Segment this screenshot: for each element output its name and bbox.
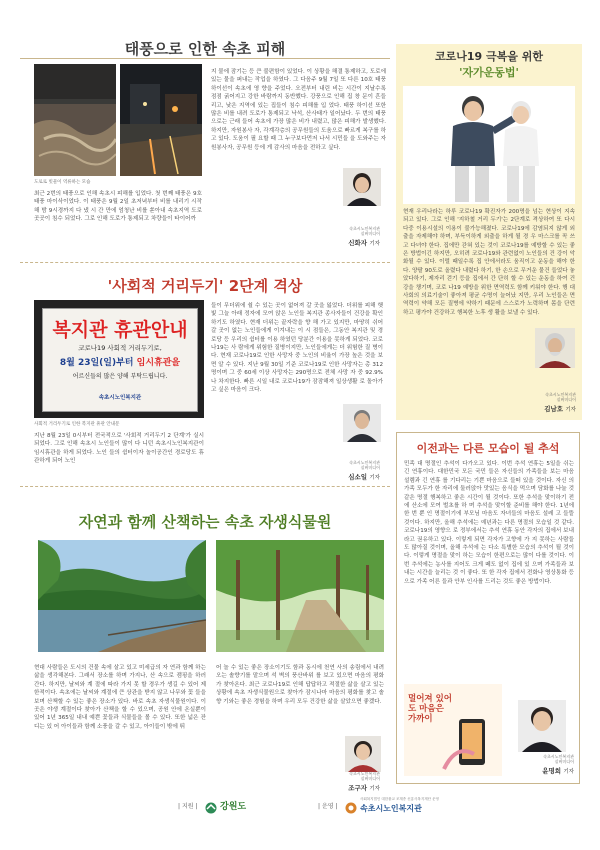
footer-operate-label-text: 운영	[321, 803, 334, 810]
distancing-bottom-divider	[20, 486, 390, 487]
notice-line2-date: 23일(일)부터	[77, 358, 134, 368]
notice-line2-closure: 임시휴관을	[136, 358, 181, 368]
typhoon-title-underline	[20, 58, 390, 59]
distancing-reporter-org: 속초시노인복지관 실버미디어	[349, 460, 380, 470]
covid-reporter-suffix: 기자	[565, 407, 576, 413]
typhoon-reporter-suffix: 기자	[369, 241, 380, 247]
covid-reporter-name	[514, 404, 576, 413]
typhoon-photo-night-street	[120, 64, 202, 176]
covid-body: 현재 우리나라는 하루 코로나19 확진자가 200명을 넘는 현상이 지속되고 있다. 그로 인해 '지하철 거리 두기'는 2단계로 격상하여 또 다시 다중 이용시설의 이용이 불가능해졌다. 코로나19에 감염되지 않게 외 출을 자제해야 하며, 부득이하게 외출을 하게 될 경 우 마스크를 꼭 쓰고 다녀야 한다. 집에만 갇혀 있는 것이 코로나19를 예방할 수 있는 좋은 방법이긴 하지만, 오히려 코로나19와 관련없이 노인들의 건 강이 악화될 수 있다. 이럴 때일수록 집 안에서라도 움직이고 운동을 해야 한다. 양팔 90도로 올렸다 내렸다 하기, 한 손으로 무거운 물건 들었다 놓았다하기, 제자리 걷기 등을 집에서 간 단히 할 수 있는 운동을 하여 건강을 챙기며, 코로 나19 예방을 위한 면역력도 함께 키워야 한다. 행 대사회의 의료기술이 좋아져 평균 수명이 늘어났 지만, 우리 노인들은 면역력이 약해 모든 질병에 약하기 때문에 스스로가 노력하며 몸을 단련하고 평가야 건강하고 행복한 노후 생 활을 보낼 수 있다.	[403, 209, 575, 316]
distancing-notice-photo	[34, 300, 204, 418]
chuseok-reporter-suffix: 기자	[563, 769, 574, 775]
distancing-text-col2: 들이 무더위에 쉴 수 있는 곳이 없어져 갈 곳을 잃었다. 더위를 피해 햇빛 그늘 아래 정자에 모여 앉은 노인들 복지관 종사자들이 건강을 확인하기도 하였다. 현재 더위는 끝자락을 향 해 가고 있지만, 마땅히 쉬어갈 곳이 없는 노인들에게 이겨내는 이 시 점들은, 그동안 복지관 및 경로당 등 우리의 쉼터를 이용 하였던 당분간 이용을 못하게 되었다. 코로나19는 사 람에게 위험한 질병이지만, 노인들에게는 더 위험한 질 병이다. 현재 코로나19로 인한 사망자 중 노인의 비율이 가장 높은 것을 보면 알 수 있다. 지난 9월 30일 기준 코로나19로 인한 사망자는 총 312명이며 그 중 60세 이상 사망자는 290명으로 전체 사망 자 중 92.9%나 차지한다. 빠른 시일 내로 코로나19가 잠잠해져 일상생활 로 돌아가고 싶은 마음이 크다.	[211, 303, 383, 394]
arboretum-reporter-photo	[345, 736, 381, 772]
distancing-text-col1: 지난 8월 23일 0시부터 전국적으로 '사회적 거리두기 2 단계'가 실시되었다. 그로 인해 속초시 노인들이 많이 다 니던 속초시노인복지관이 임시휴관을 하게 되었다. 노인 들의 쉼터이자 놀이공간인 경로당도 휴관하게 되어 노인	[34, 433, 204, 465]
notice-line1: 코로나19 사회적 거리두기로,	[78, 344, 162, 352]
footer-support-label-text: 지원	[181, 803, 194, 810]
typhoon-title: 태풍으로 인한 속초 피해	[124, 40, 286, 58]
covid-title-line2: '자가운동법'	[459, 66, 519, 79]
footer-operate-label: | 운영 |	[318, 803, 338, 810]
covid-exercise-photo	[403, 86, 575, 204]
distancing-title-text: '사회적 거리두기' 2단계 격상	[107, 277, 303, 295]
chuseok-body: 민족 대 명절인 추석이 다가오고 있다. 이번 추석 연휴는 5일을 쉬는 긴 연휴이다. 대한민국 모든 국민 들은 자신들의 가족들을 보는 마음 설렘과 긴 연휴 를 기다리는 기쁜 마음으로 들떠 있을 것이다. 자신 의 가족 모두가 한 자리에 둘러앉아 맛있는 음식을 먹으며 담화를 나눌 것 같은 명절 행복하고 좋은 시간이 될 것이다. 또한 추석을 맞이하기 전에 산소에 모여 벌초를 하 며 추석을 맞이할 준비를 해야 한다. 1년에 한 번 뿐 인 명절이기에 부모님 마음도 자녀들의 마음도 설레 고 들뜰 것이다. 하지만, 올해 추석에는 예년과는 다른 명절의 모습일 것 같다. 코로나19의 영향으 로 정부에서는 추석 연휴 동안 각자의 집에서 보내 라고 권유하고 있다. 이렇게 되면 각자가 고향에 가 지 못하는 사람들도 많아질 것이며, 올해 추석에 는 다소 특별한 모습의 추석이 될 것이다. 이렇게 명절을 맞이 하는 모습이 한편으로는 많이 다를 것이다. 이번 추석에는 농사를 지어도 크게 떼도 없이 집에 있 으며 가족들과 보내는 시간을 늘리는 것 이 좋다. 또 한 각자 집에서 전화나 영상통화 등으로 가족 어른 들과 안부 인사를 드리는 것도 좋은 방법이다.	[404, 461, 574, 585]
chuseok-reporter-name	[512, 766, 574, 775]
typhoon-caption: 도로로 빗물이 역류하는 모습	[34, 180, 91, 185]
arboretum-reporter-name-text: 조구자	[348, 784, 368, 792]
distancing-reporter-suffix: 기자	[369, 475, 380, 481]
typhoon-photo-flood	[34, 64, 116, 176]
chuseok-title: 이전과는 다른 모습이 될 추석	[416, 442, 560, 455]
typhoon-reporter-photo	[343, 168, 381, 206]
footer	[0, 796, 600, 820]
notice-org: 속초시노인복지관	[98, 395, 142, 401]
notice-line2	[43, 355, 197, 368]
chuseok-poster-text: 멀어져 있어도 마음은 가까이	[408, 694, 453, 724]
chuseok-reporter-name-text: 윤명희	[542, 767, 562, 775]
arboretum-text-col1: 현대 사람들은 도시의 건물 속에 살고 있고 미세급의 자 연과 함께 하는 삶을 생각해본다. 그래서 장소를 하며 가지나, 산 속으로 캠핑을 하러 간다. 하지만, 날씨와 계 절에 따라 가지 못 할 경우가 생길 수 있어 제한적이다. 속초에는 날씨와 계절에 큰 상관을 받지 않고 나무와 꽃 들을 보며 산책할 수 있는 좋은 장소가 있다. 바로 속초 자생식물원이다. 이 곳은 야생 계절이다 찾아가 산책을 할 수 있으며, 공원 안에 온실뿐이 있어 1년 365일 내내 예쁜 꽃들과 식물들을 볼 수 있다. 또한 넓은 잔디는 있 어 아이들과 함께 소풍을 갈 수 있고, 아이들이 밖에 뛰	[34, 665, 206, 730]
notice-board	[42, 308, 198, 412]
typhoon-reporter-org: 속초시노인복지관 실버미디어	[349, 226, 380, 236]
arboretum-reporter-org: 속초시노인복지관 실버미디어	[349, 771, 380, 781]
notice-title: 복지관 휴관안내	[52, 319, 188, 341]
chuseok-campaign-poster	[404, 684, 502, 776]
footer-operate-org: 속초시노인복지관	[360, 804, 422, 813]
arboretum-reporter-suffix: 기자	[369, 786, 380, 792]
typhoon-bottom-divider	[20, 262, 390, 263]
covid-reporter-name-text: 김남호	[544, 405, 564, 413]
arboretum-photo-forest-path	[216, 540, 384, 652]
notice-line3: 어르신들의 많은 양해 부탁드립니다.	[72, 373, 168, 380]
covid-reporter-photo	[535, 328, 575, 368]
distancing-reporter-name	[318, 472, 380, 481]
chuseok-reporter-photo	[518, 700, 566, 752]
arboretum-photo-lake	[38, 540, 206, 652]
arboretum-title: 자연과 함께 산책하는 속초 자생식물원	[78, 513, 332, 531]
covid-reporter-org: 속초시노인복지관 실버미디어	[545, 392, 576, 402]
typhoon-reporter-name-text: 신화자	[348, 239, 368, 247]
distancing-reporter-name-text: 심소일	[348, 473, 368, 481]
typhoon-text-col1: 최근 2번의 태풍으로 인해 속초시 피해를 입었다. 첫 번째 태풍은 9호 태풍 마이삭이었다. 이 태풍은 9월 2일 초저녁부터 비를 내리기 시작해 밤 9시경까지 다 냈 시 간 만에 엄청난 비를 쏟아내 속초지역 도로 곳곳이 침수 되었다. 그로 인해 도로가 통제되고 차량들이 타이어까	[34, 191, 202, 223]
distancing-reporter-photo	[343, 404, 381, 442]
typhoon-text-col2: 지 물에 잠기는 등 큰 불편함이 있었다. 이 상황을 해결 통제하고, 도로에 있는 물을 퍼내는 작업을 하였다. 그 다음주 9월 7일 또 다른 10호 태풍 하이선이 속초에 영 향을 주었다. 오전부터 내린 비는 시간이 지날수록 점점 굵어지고 강한 바람까지 동반했다. 강풍으로 인해 집 창 문이 흔들리고, 낮은 지역에 있는 집들이 침수 피해를 입 었다. 태풍 하이선 또한 많은 비를 내려 도로가 통제되고 낙석, 산사태가 일어났다. 두 번의 태풍으로는 근래 들어 속초에 가장 많은 비가 내렸고, 많은 피해가 발생했다. 하지만, 자원봉사 자, 각계각층의 공무원들의 도움으로 빠르게 복구를 하고 있다. 도움이 필 요할 때 그 누구보다먼저 나서 시민들 을 도와주는 자원봉사자, 공무원 등에 게 감사의 마음을 전하고 싶다.	[211, 69, 386, 151]
distancing-caption: 사회적 거리두기로 인한 복지관 휴관 안내문	[34, 422, 120, 427]
footer-support-org: 강원도	[220, 802, 247, 812]
notice-line2-month: 8월	[59, 358, 75, 368]
welfare-center-logo-icon	[345, 799, 357, 811]
covid-title-line1: 코로나19 극복을 위한	[435, 50, 543, 63]
arboretum-text-col2: 어 놀 수 있는 좋은 장소이기도 함과 동시에 천연 사의 송림에서 내려오는 솔향기를 맡으며 석 벽의 풍산바위 를 보고 있으면 마음의 평화가 찾아온다. 최근 코로나19로 인해 답답하고 적절한 삶을 살고 있는 상황에 속초 자생식물원으로 찾아가 잠시나마 마음의 평화를 찾고 솔향 기와는 좋은 경험을 하며 우리 모두 건강한 삶을 살았으면 좋겠다.	[216, 665, 384, 705]
footer-support-label: | 지원 |	[178, 803, 198, 810]
gangwon-logo-icon	[205, 799, 217, 811]
arboretum-reporter-name	[318, 783, 380, 792]
footer-operate-sub: 사회복지법인 대한불교 조계종 신흥사복지재단 운영	[360, 797, 439, 801]
typhoon-reporter-name	[318, 238, 380, 247]
distancing-title	[20, 275, 390, 296]
chuseok-reporter-org: 속초시노인복지관 실버미디어	[543, 754, 574, 764]
